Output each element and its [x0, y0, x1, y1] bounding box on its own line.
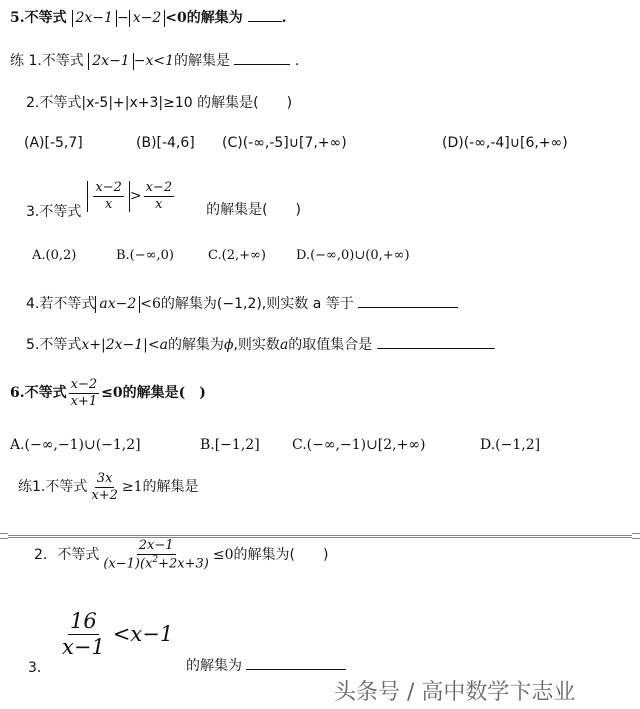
answer-blank[interactable] — [377, 348, 495, 349]
question-6: 6.不等式 $\frac{x-2}{x+1}$ ≤0 的解集是( ) — [10, 377, 206, 410]
fraction: $\frac{2x-1}{(x-1)(x^2+2x+3)}$ — [103, 538, 209, 572]
question-6-option-d[interactable]: D.(−1,2] — [480, 437, 541, 453]
question-6-option-c[interactable]: C.(−∞,−1)∪[2,+∞) — [292, 437, 426, 453]
watermark: 头条号 / 高中数学卞志业 — [334, 680, 576, 705]
practice-2-stem: 2.不等式|x-5|+|x+3|≥10 的解集是( ) — [26, 95, 293, 111]
practice-6-1: 练1.不等式 $\frac{3x}{x+2}$ ≥1 的解集是 — [18, 471, 199, 504]
practice-4: 4.若不等式 ax−2 <6的解集为(−1,2),则实数 a 等于 — [26, 296, 458, 313]
abs-expr-a: 2x−1 — [72, 10, 117, 27]
fraction: $\frac{3x}{x+2}$ — [91, 471, 118, 504]
practice-3-option-b[interactable]: B.(−∞,0) — [116, 248, 174, 263]
practice-3-option-c[interactable]: C.(2,+∞) — [208, 248, 266, 263]
answer-blank[interactable] — [246, 669, 346, 670]
question-6-option-b[interactable]: B.[−1,2] — [200, 437, 260, 453]
practice-5: 5.不等式x+|2x−1|<a的解集为ϕ,则实数a的取值集合是 — [26, 337, 495, 354]
practice-2-option-d[interactable]: (D)(-∞,-4]∪[6,+∞) — [442, 135, 568, 151]
fraction: $\frac{x-2}{x}$ — [95, 179, 122, 212]
practice-2-option-c[interactable]: (C)(-∞,-5]∪[7,+∞) — [222, 135, 347, 151]
practice-2-option-b[interactable]: (B)[-4,6] — [136, 135, 195, 151]
fraction: $\frac{x-2}{x+1}$ — [70, 377, 98, 410]
abs-expr-b: x−2 — [129, 10, 166, 27]
practice-6-3-label: 3. — [28, 660, 42, 676]
practice-3-option-a[interactable]: A.(0,2) — [32, 248, 77, 263]
abs-expr: ax−2 — [95, 296, 140, 313]
answer-blank[interactable] — [234, 64, 290, 65]
question-5: 5.不等式 2x−1 − x−2 <0的解集为 . — [10, 10, 287, 26]
abs-expr: 2x−1 — [88, 53, 133, 70]
question-6-option-a[interactable]: A.(−∞,−1)∪(−1,2] — [10, 437, 141, 453]
practice-3-stem: 3.不等式 $\frac{x-2}{x}$ > $\frac{x-2}{x}$ 的解集是( ) — [26, 179, 302, 220]
practice-6-2: 2. 不等式 $\frac{2x-1}{(x-1)(x^2+2x+3)}$ ≤0 的解集为( ) — [34, 538, 329, 572]
abs-fraction — [87, 181, 130, 213]
fraction: $\frac{x-2}{x}$ — [145, 179, 173, 212]
answer-blank[interactable] — [358, 307, 458, 308]
fraction: $\frac{16}{x-1}$ — [62, 609, 105, 660]
practice-2-option-a[interactable]: (A)[-5,7] — [24, 135, 83, 151]
practice-1: 练 1.不等式 2x−1 −x<1的解集是 . — [10, 53, 300, 69]
practice-6-3-tail: 的解集为 — [186, 658, 346, 675]
practice-6-3-expr: $\frac{16}{x-1}$ <x−1 — [62, 609, 174, 660]
answer-blank[interactable] — [248, 21, 282, 22]
practice-3-option-d[interactable]: D.(−∞,0)∪(0,+∞) — [296, 248, 410, 263]
